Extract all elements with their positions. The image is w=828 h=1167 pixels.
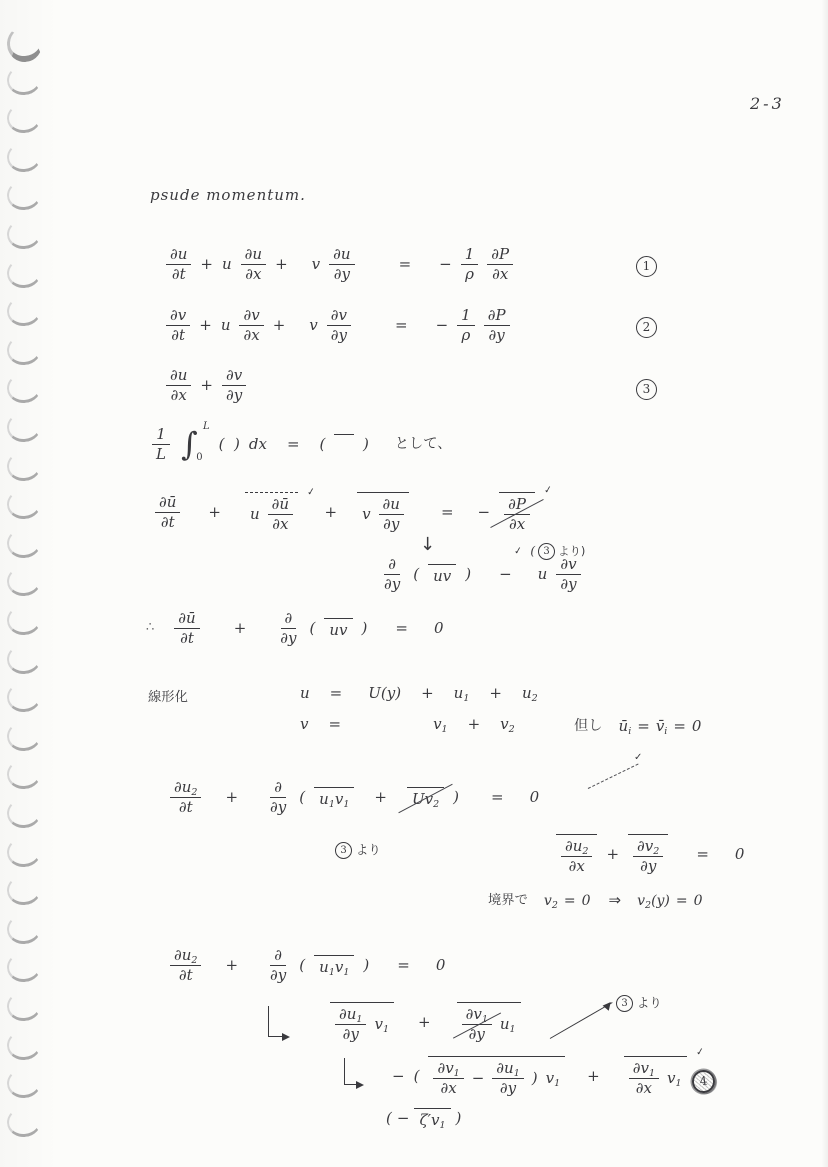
math-text: − — [477, 502, 491, 521]
denominator: ∂x — [243, 325, 260, 344]
math-text: v — [300, 715, 309, 733]
math-text: ( — [530, 543, 536, 558]
circled-number: 3 — [616, 995, 633, 1012]
math-text: $\zeta'v_1$ — [419, 1111, 446, 1131]
math-text: v — [362, 504, 371, 523]
binding-hole — [6, 989, 43, 1022]
fraction — [633, 838, 663, 875]
math-text: = — [395, 315, 408, 334]
binding-hole — [6, 63, 43, 96]
math-text: + — [272, 315, 286, 334]
denominator: ∂t — [178, 965, 193, 984]
fraction — [170, 947, 201, 984]
math-text: + — [275, 254, 288, 273]
denominator: ρ — [465, 264, 474, 283]
math-text: = — [329, 684, 343, 702]
math-text: dx — [248, 434, 267, 453]
numerator: $\partial v_1$ — [462, 1006, 492, 1025]
fraction — [629, 1060, 659, 1097]
numerator: ∂v — [222, 367, 246, 386]
flux-expansion-2 — [392, 1046, 705, 1097]
math-text: $v_2(y)$ — [637, 892, 670, 911]
integral-icon: ∫ — [180, 425, 198, 464]
math-text — [339, 438, 349, 455]
numerator: ∂ū — [155, 494, 180, 513]
math-text: = — [637, 717, 650, 735]
binding-hole — [6, 1028, 43, 1061]
crossed-out-group — [499, 492, 535, 533]
math-text: u — [222, 254, 232, 273]
math-text: + — [225, 955, 239, 974]
fraction — [166, 307, 190, 344]
denominator: ∂x — [568, 856, 585, 875]
ne-arrow-icon — [550, 1002, 613, 1039]
numerator: ∂u — [379, 496, 404, 515]
numerator: ∂ — [270, 947, 286, 966]
math-text: u — [537, 564, 548, 583]
check-icon: ✓ — [513, 545, 524, 558]
math-text: 線形化 — [148, 690, 188, 705]
overline-group — [414, 1108, 450, 1129]
circled-number: 3 — [636, 379, 657, 400]
denominator: ∂x — [508, 514, 526, 533]
overline-group — [245, 492, 298, 533]
math-text: − — [439, 254, 452, 273]
check-mark-icon: ✓ — [634, 752, 643, 763]
math-text: = — [563, 892, 576, 909]
vorticity-note — [386, 1108, 461, 1129]
binding-hole — [6, 758, 43, 791]
denominator: ∂y — [560, 574, 577, 593]
circled-number: 3 — [538, 543, 555, 560]
math-text: ) — [455, 1109, 462, 1127]
from-eq3-note — [514, 543, 585, 560]
fraction — [487, 246, 513, 283]
circled-number: 2 — [636, 317, 657, 338]
fraction — [276, 610, 300, 647]
u2-tendency-equation-2 — [170, 947, 445, 984]
math-text: 0 — [529, 787, 540, 806]
math-text: + — [606, 844, 620, 863]
math-text: − — [471, 1068, 485, 1087]
fraction — [241, 246, 266, 283]
numerator: $\partial v_2$ — [633, 838, 663, 857]
binding-hole — [6, 179, 43, 212]
binding-hole — [6, 835, 43, 868]
math-text: 0 — [433, 618, 444, 637]
binding-hole — [6, 1105, 43, 1138]
integral-lower: 0 — [196, 451, 203, 463]
numerator: $\partial v_1$ — [629, 1060, 659, 1079]
binding-hole — [6, 294, 43, 327]
denominator: ∂y — [270, 965, 287, 984]
math-text: u — [300, 684, 310, 702]
math-text: + — [199, 315, 212, 334]
fraction — [266, 947, 290, 984]
equation-label-3 — [636, 379, 657, 400]
fraction — [170, 779, 201, 816]
from-eq3-label-2 — [616, 995, 662, 1012]
corner-arrow-icon — [268, 1006, 285, 1037]
numerator: ∂u — [241, 246, 266, 265]
circled-number: 4 — [691, 1069, 717, 1095]
numerator: ∂v — [327, 307, 351, 326]
average-definition — [152, 421, 452, 464]
linearization-label — [148, 690, 188, 705]
denominator: ∂y — [383, 514, 400, 533]
binding-hole — [6, 719, 43, 752]
corner-arrow-icon-2 — [344, 1058, 359, 1085]
expanded-flux-term — [380, 556, 581, 593]
numerator: ∂P — [484, 307, 510, 326]
denominator: ∂y — [640, 856, 657, 875]
integral-upper: L — [203, 421, 210, 433]
fraction — [266, 779, 290, 816]
binding-hole — [6, 603, 43, 636]
math-text: $u_1$ — [499, 1014, 516, 1035]
binding-hole — [6, 410, 43, 443]
math-text: として、 — [394, 436, 452, 453]
denominator: L — [156, 444, 166, 463]
overline-group — [330, 1002, 394, 1043]
math-text: + — [233, 618, 247, 637]
equation-momentum-y — [166, 307, 510, 344]
numerator: ∂u — [329, 246, 354, 265]
numerator: $\partial u_2$ — [170, 947, 201, 966]
binding-hole — [6, 873, 43, 906]
math-text: $v̄_i$ — [655, 717, 668, 737]
math-text: ( — [299, 955, 306, 974]
math-text: + — [467, 715, 481, 733]
numerator: 1 — [457, 307, 475, 326]
numerator: $\partial u_1$ — [335, 1006, 366, 1025]
math-text: 0 — [435, 955, 446, 974]
binding-hole — [6, 101, 43, 134]
math-text: uv — [329, 620, 348, 639]
binding-hole — [6, 1066, 43, 1099]
overline-group — [334, 434, 354, 455]
fraction — [166, 246, 191, 283]
math-text: − — [396, 1109, 410, 1127]
numerator: ∂u — [166, 367, 191, 386]
binding-hole — [6, 951, 43, 984]
binding-hole — [6, 256, 43, 289]
math-text: 但し — [574, 718, 603, 735]
binding-hole — [6, 796, 43, 829]
denominator: ∂y — [384, 574, 401, 593]
overline-group — [457, 1002, 521, 1043]
fraction — [461, 246, 479, 283]
numerator: ∂ — [384, 556, 400, 575]
fraction — [222, 367, 246, 404]
math-text: + — [489, 684, 502, 702]
fraction — [484, 307, 510, 344]
fraction — [380, 556, 404, 593]
averaged-momentum-equation — [155, 484, 554, 533]
binding-hole — [6, 912, 43, 945]
math-text: ( — [309, 618, 316, 637]
numerator: $\partial u_2$ — [561, 838, 592, 857]
math-text: 0 — [693, 892, 703, 909]
math-text: = — [397, 955, 410, 974]
numerator: $\partial u_2$ — [170, 779, 201, 798]
numerator: ∂u — [166, 246, 191, 265]
numerator: 1 — [152, 426, 170, 445]
math-text: − — [435, 315, 449, 334]
page-number: 2-3 — [750, 94, 785, 113]
math-text: ) — [362, 434, 369, 453]
math-text: ( — [299, 787, 306, 806]
equation-label-1 — [636, 256, 657, 277]
math-text: ( ) — [218, 434, 240, 453]
fraction — [462, 1006, 492, 1043]
math-text: ) — [465, 564, 472, 583]
flux-expansion-1 — [330, 1002, 521, 1043]
fraction — [174, 610, 199, 647]
numerator: ∂ — [270, 779, 286, 798]
binding-hole — [6, 526, 43, 559]
denominator: ∂x — [272, 514, 289, 533]
overline-group — [428, 564, 456, 585]
denominator: ∂x — [492, 264, 509, 283]
denominator: ∂y — [342, 1024, 359, 1043]
fraction — [327, 307, 351, 344]
math-text: $u_1v_1$ — [319, 957, 350, 978]
math-text: uv — [433, 566, 452, 585]
fraction — [152, 426, 170, 463]
fraction — [492, 1060, 523, 1097]
math-text: + — [225, 787, 239, 806]
fluctuation-continuity — [556, 834, 744, 875]
denominator: ∂y — [226, 385, 243, 404]
math-text: U(y) — [368, 684, 402, 702]
math-text: u — [220, 315, 231, 334]
circled-number: 1 — [636, 256, 657, 277]
math-text: 0 — [734, 844, 745, 863]
math-text: $ū_i$ — [618, 717, 632, 737]
overline-group — [628, 834, 668, 875]
denominator: ∂y — [280, 628, 297, 647]
denominator: ∂y — [499, 1078, 517, 1097]
math-text: $v_2$ — [500, 715, 515, 735]
math-text: + — [208, 502, 221, 521]
numerator: 1 — [461, 246, 479, 265]
equation-label-2 — [636, 317, 657, 338]
numerator: ∂ū — [268, 496, 293, 515]
fraction — [457, 307, 475, 344]
denominator: ∂y — [468, 1024, 485, 1043]
decomposition-u — [300, 685, 538, 702]
binding-hole — [6, 333, 43, 366]
therefore-icon: ∴ — [146, 619, 155, 635]
math-text: $u_1v_1$ — [319, 789, 350, 810]
check-icon: ✓ — [543, 484, 554, 497]
decomposition-v — [300, 716, 515, 733]
overline-group — [407, 787, 444, 808]
math-text: = — [675, 892, 688, 909]
math-text: + — [587, 1066, 600, 1085]
fraction — [239, 307, 263, 344]
math-text: = — [395, 618, 408, 637]
fraction — [166, 367, 191, 404]
check-icon: ✓ — [694, 1046, 705, 1059]
fraction — [335, 1006, 366, 1043]
math-text: + — [324, 502, 338, 521]
math-text: より — [356, 843, 381, 858]
numerator: ∂ū — [174, 610, 199, 629]
math-text: = — [398, 254, 412, 273]
u2-tendency-equation — [170, 779, 539, 816]
numerator: ∂ — [281, 610, 297, 629]
denominator: ∂y — [488, 325, 505, 344]
math-text: ) — [531, 1068, 538, 1087]
down-arrow-icon: ↓ — [420, 534, 436, 555]
math-text: 境界で — [488, 892, 528, 908]
boundary-condition — [488, 892, 703, 909]
math-text: $u_1$ — [453, 684, 470, 704]
fraction — [504, 496, 530, 533]
numerator: $\partial u_1$ — [492, 1060, 523, 1079]
math-text: $v_1$ — [374, 1014, 389, 1035]
math-text: + — [374, 787, 387, 806]
math-text: v — [311, 254, 321, 273]
math-text: $Uv_2$ — [411, 789, 440, 810]
denominator: ∂t — [171, 264, 186, 283]
overline-group — [357, 492, 409, 533]
fraction — [268, 496, 293, 533]
math-text: ( — [413, 564, 420, 583]
binding-hole — [6, 140, 43, 173]
math-text: + — [200, 254, 213, 273]
binding-hole — [6, 372, 43, 405]
binding-hole — [6, 680, 43, 713]
math-text: ) — [363, 955, 370, 974]
implies-icon: ⇒ — [608, 891, 622, 909]
equation-momentum-x — [166, 246, 513, 283]
fraction — [379, 496, 404, 533]
zero-mean-condition — [574, 718, 701, 735]
math-text: より — [637, 996, 662, 1011]
math-text: ( — [319, 434, 326, 453]
math-text: + — [418, 1012, 431, 1031]
integral — [179, 421, 210, 464]
math-text: + — [421, 684, 434, 702]
circled-number: 3 — [335, 842, 352, 859]
dashed-leader-line — [588, 764, 639, 789]
math-text: − — [499, 564, 512, 583]
math-text: − — [392, 1066, 405, 1085]
math-text: ( — [413, 1066, 420, 1085]
check-icon: ✓ — [306, 486, 317, 499]
binding-hole — [6, 565, 43, 598]
fraction — [433, 1060, 463, 1097]
mean-flow-result — [146, 610, 444, 647]
equation-continuity — [166, 367, 246, 404]
from-eq3-label — [335, 842, 381, 859]
denominator: ∂x — [635, 1078, 652, 1097]
math-text: = — [491, 787, 504, 806]
math-text: $v_2$ — [543, 892, 558, 911]
denominator: ρ — [461, 325, 471, 344]
fraction — [155, 494, 180, 531]
page-title: psude momentum. — [150, 186, 306, 204]
math-text: = — [286, 434, 300, 453]
numerator: ∂v — [556, 556, 580, 575]
binding-hole — [6, 449, 43, 482]
crossed-out-group — [407, 787, 444, 808]
math-text: $v_1$ — [433, 715, 448, 735]
overline-group — [314, 955, 354, 976]
math-text: より) — [558, 543, 586, 558]
math-text: = — [328, 715, 342, 733]
equation-label-4 — [692, 1070, 715, 1093]
math-text: 0 — [691, 717, 702, 735]
denominator: ∂y — [333, 264, 350, 283]
math-text: ) — [361, 618, 368, 637]
math-text: = — [696, 844, 709, 863]
math-text: 0 — [581, 892, 591, 909]
fraction — [561, 838, 592, 875]
denominator: ∂y — [270, 797, 287, 816]
binding-hole — [5, 24, 44, 63]
math-text: ) — [453, 787, 459, 806]
overline-group — [314, 787, 354, 808]
overline-group — [624, 1056, 687, 1097]
binding-hole — [6, 487, 43, 520]
math-text: $u_2$ — [521, 684, 538, 704]
denominator: ∂t — [180, 628, 194, 647]
denominator: ∂t — [178, 797, 193, 816]
denominator: ∂y — [330, 325, 348, 344]
binding-hole — [6, 642, 43, 675]
math-text: ( — [386, 1109, 392, 1127]
denominator: ∂x — [245, 264, 262, 283]
numerator: ∂v — [239, 307, 263, 326]
overline-group — [499, 492, 535, 533]
math-text: v — [309, 315, 318, 334]
numerator: $\partial v_1$ — [433, 1060, 463, 1079]
denominator: ∂t — [160, 512, 175, 531]
denominator: ∂x — [440, 1078, 457, 1097]
math-text: $v_1$ — [667, 1068, 682, 1089]
math-text: = — [673, 717, 686, 735]
numerator: ∂P — [504, 496, 530, 515]
numerator: ∂v — [166, 307, 190, 326]
overline-group — [324, 618, 352, 639]
crossed-out-group — [462, 1006, 492, 1043]
math-text: + — [200, 375, 213, 394]
fraction — [329, 246, 354, 283]
math-text: u — [250, 504, 260, 523]
math-text: = — [440, 502, 454, 521]
math-text: $v_1$ — [545, 1068, 561, 1089]
overline-group — [556, 834, 597, 875]
fraction — [556, 556, 580, 593]
denominator: ∂t — [171, 325, 186, 344]
binding-hole — [6, 217, 43, 250]
overline-group — [428, 1056, 565, 1097]
numerator: ∂P — [487, 246, 513, 265]
denominator: ∂x — [170, 385, 187, 404]
